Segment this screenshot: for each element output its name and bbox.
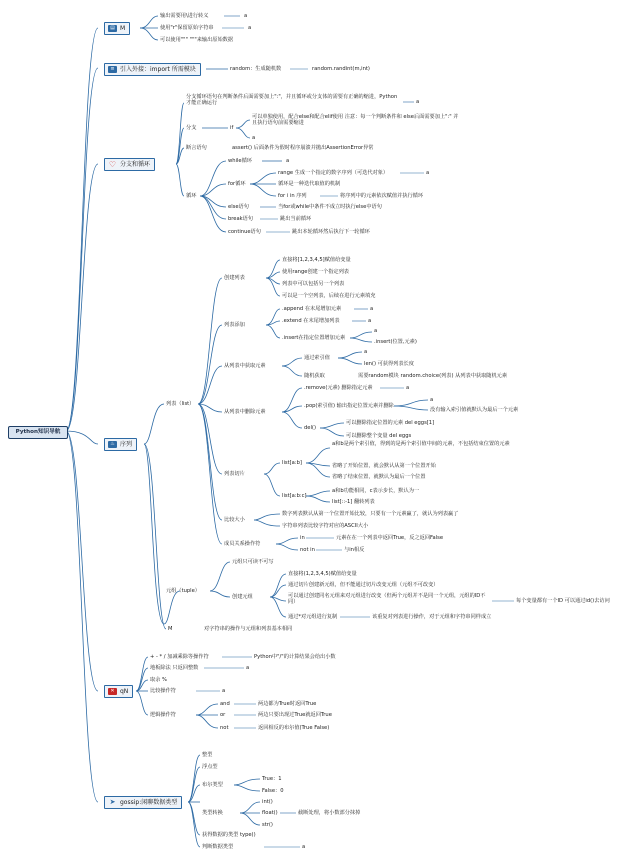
convert-str: str()	[262, 822, 273, 828]
list-icon: ≡	[108, 66, 117, 73]
list-cmp: 比较大小	[224, 517, 245, 523]
convert-trunc: 截断处理，将小数部分抹掉	[298, 810, 361, 816]
list-add-insert: .insert在指定位置增加元素	[282, 335, 346, 341]
branch-assert: 断言语句	[186, 145, 207, 151]
type-convert: 类型转换	[202, 810, 223, 816]
loop-range: range 生成一个指定的数字序列（可迭代对象）	[278, 170, 389, 176]
list-add-extend: .extend 在末尾增加列表	[282, 318, 340, 324]
flame-icon: ♨	[108, 441, 117, 448]
member-in-desc: 元素在在一个列表中返回True，反之返回False	[336, 535, 444, 541]
branch-assert-desc: assert() 后面条件为假时程序崩溃并抛出AssertionError异常	[232, 145, 374, 151]
slice-ab-2: 省略了开始位置，就会默认从第一个位置开始	[332, 463, 436, 469]
type-float: 浮点型	[202, 764, 218, 770]
list-create-2: 使用range创建一个指定列表	[282, 269, 349, 275]
member-in: in	[300, 535, 305, 541]
logic-and-desc: 两边都为True时返回True	[258, 701, 317, 707]
list-get-rand-desc: 需要random模块 random.choice(列表) 从列表中获取随机元素	[358, 373, 508, 379]
list-add-append: .append 在末尾增加元素	[282, 306, 342, 312]
qn-logic: 逻辑操作符	[150, 712, 176, 718]
logic-and: and	[220, 701, 230, 707]
qn-op: + - * / 加减乘除等操作符	[150, 654, 209, 660]
m-item-1: 输出需要用\进行转义	[160, 13, 209, 19]
node-import[interactable]	[104, 63, 201, 76]
list-pop-a: a	[430, 397, 434, 403]
list-add-a3: a	[374, 328, 378, 334]
tuple-immut: 元组只可读不可写	[232, 559, 274, 565]
m-a-1: a	[244, 13, 248, 19]
list-get-a: a	[364, 349, 368, 355]
branch-if: if	[230, 125, 234, 131]
logic-not-desc: 返回相反的布尔值(True False)	[258, 725, 330, 731]
loop-else: else语句	[228, 204, 249, 210]
node-import-label: 引入外接：import 所需模块	[120, 66, 196, 73]
list-add-a2: a	[368, 318, 372, 324]
close-square-icon: ✕	[108, 688, 117, 695]
member-notin: not in	[300, 547, 315, 553]
convert-int: int()	[262, 799, 273, 805]
slice-ab-3: 省略了结束位置，就默认为最后一个位置	[332, 474, 426, 480]
document-icon: ▤	[108, 25, 117, 32]
tuple-item-4: 通过*对元组进行复制	[288, 614, 338, 620]
loop-break-desc: 跳出当前循环	[280, 216, 312, 222]
loop-continue: continue语句	[228, 229, 261, 235]
list-slice: 列表切片	[224, 471, 245, 477]
branch-if-note: 可以单独使用，配合else和配合elif使用 注意：每一个判断条件和 else后面需要加上":" 并且执行语句前需要缩进	[252, 114, 459, 127]
bool-false: False：0	[262, 788, 284, 794]
node-qn[interactable]	[104, 685, 133, 698]
member-notin-desc: 与in相反	[344, 547, 365, 553]
list-cmp-2: 字符串列表比较字符对应的ASCII大小	[282, 523, 369, 529]
list-remove: .remove(元素) 删除指定元素	[304, 385, 373, 391]
type-isinst: 判断数据类型	[202, 844, 234, 850]
seq-str-desc: 对字符串的操作与元组和列表基本相同	[204, 626, 293, 632]
list-cmp-1: 数字列表默认从第一个位置开始比较，只要有一个元素赢了，就认为列表赢了	[282, 511, 459, 517]
type-isinst-a: a	[302, 844, 306, 850]
branch-xunhuan: 循环	[186, 193, 197, 199]
loop-for-in-desc: 将序列中的元素依次赋值并执行循环	[340, 193, 424, 199]
logic-or: or	[220, 712, 226, 718]
list-get-idx: 通过索引值	[304, 355, 330, 361]
list-delk: del()	[304, 425, 316, 431]
list-pop: .pop(索引值) 输出指定位置元素并删除	[304, 403, 394, 409]
slice-ab-1: a和b是两个索引值，得到的是两个索引值中间的元素，不包括结束位置的元素	[332, 441, 510, 447]
tuple-create: 创建元组	[232, 594, 253, 600]
slice-abc-1: a和b功能相同，c表示步长，默认为一	[332, 488, 420, 494]
loop-while-a: a	[286, 158, 290, 164]
loop-continue-desc: 跳出本轮循环然后执行下一轮循环	[292, 229, 370, 235]
qn-floor-a: a	[246, 665, 250, 671]
node-types-label: gossip:闲聊数据类型	[120, 799, 178, 806]
import-randint: random.randint(m,int)	[312, 66, 370, 72]
list-create: 创建列表	[224, 275, 245, 281]
loop-break: break语句	[228, 216, 254, 222]
node-seq[interactable]	[104, 438, 137, 451]
slice-ab: list[a:b]	[282, 460, 302, 466]
type-int: 整型	[202, 752, 213, 758]
list-add: 列表添加	[224, 322, 245, 328]
list-remove-a: a	[406, 385, 410, 391]
seq-tuple: 元组（tuple）	[166, 588, 200, 594]
loop-for: for循环	[228, 181, 246, 187]
node-types[interactable]	[104, 796, 182, 809]
root-node[interactable]: Python知识导航	[8, 426, 68, 439]
slice-abc: list[a:b:c]	[282, 493, 307, 499]
import-random: random：生成随机数	[230, 66, 282, 72]
list-insert-sub: .insert(位置,元素)	[374, 339, 417, 345]
qn-op-desc: Python中"/"的计算结果会给出小数	[254, 654, 336, 660]
list-get: 从列表中获取元素	[224, 363, 266, 369]
qn-cmp-a: a	[222, 688, 226, 694]
node-m-label: M	[120, 25, 126, 32]
convert-float: float()	[262, 810, 278, 816]
list-create-3: 列表中可以包括另一个列表	[282, 281, 345, 287]
list-del-1: 可以删除指定位置的元素 del eggs[1]	[346, 420, 435, 426]
list-member: 成员关系操作符	[224, 541, 261, 547]
tuple-item-2: 通过切片创建新元组，但不能通过切片改变元组（元组不可改变）	[288, 582, 439, 588]
node-branch-label: 分支和循环	[120, 161, 151, 168]
seq-str-label: M	[168, 626, 173, 632]
branch-note: 分支循环语句在判断条件后面需要加上":"，并且循环或分支体的需要有正确的缩进，Python才能正确运行	[186, 94, 398, 107]
node-branch[interactable]	[104, 158, 155, 171]
branch-note-a: a	[416, 99, 420, 105]
slice-abc-2: list[::-1] 翻转列表	[332, 499, 375, 505]
loop-for-in: for i in 序列	[278, 193, 307, 199]
tuple-item-1: 直接将(1,2,3,4,5)赋值给变量	[288, 571, 357, 577]
list-create-4: 可以是一个空列表，后续在进行元素填充	[282, 293, 376, 299]
seq-list: 列表（list）	[166, 401, 195, 407]
loop-while: while循环	[228, 158, 252, 164]
loop-for-iter: 循环是一种迭代取值的机制	[278, 181, 341, 187]
bool-true: True：1	[262, 776, 282, 782]
tuple-item-3: 可以通过创建同名元组来对元组进行改变（但两个元组并不是同一个元组，元组的ID不同）	[288, 593, 486, 606]
node-qn-label: qN	[120, 688, 129, 695]
qn-cmp: 比较操作符	[150, 688, 176, 694]
m-a-2: a	[248, 25, 252, 31]
qn-mod: 取余 %	[150, 677, 167, 683]
tuple-copy-note: 该重复对列表进行操作，对于元组和字符串同样成立	[372, 614, 492, 620]
list-get-rand: 随机获取	[304, 373, 325, 379]
type-bool: 布尔类型	[202, 782, 223, 788]
list-add-a1: a	[370, 306, 374, 312]
qn-floor: 地板除法 只返回整数	[150, 665, 199, 671]
loop-else-desc: 当for或while中条件不成立时执行else中语句	[278, 204, 382, 210]
list-pop-note: 没有输入索引值就默认为最后一个元素	[430, 407, 519, 413]
tuple-id-note: 每个变量都有一个ID 可以通过id()去访问	[516, 598, 610, 604]
logic-not: not	[220, 725, 229, 731]
list-get-len: len() 可获得列表长度	[364, 361, 414, 367]
list-del-2: 可以删除整个变量 del eggs	[346, 433, 412, 439]
loop-range-a: a	[426, 170, 430, 176]
list-create-1: 直接将[1,2,3,4,5]赋值给变量	[282, 257, 351, 263]
branch-if-a: a	[252, 135, 256, 141]
type-type: 获得数据的类型 type()	[202, 832, 256, 838]
paper-plane-icon: ➤	[109, 798, 116, 806]
node-seq-label: 序列	[120, 441, 133, 448]
logic-or-desc: 两边只要出现过True就返回True	[258, 712, 332, 718]
m-item-2: 使用"r"保留原始字符串	[160, 25, 214, 31]
heart-icon: ♡	[108, 160, 117, 169]
m-item-3: 可以使用""" """来输出原始数据	[160, 37, 234, 43]
list-del: 从列表中删除元素	[224, 409, 266, 415]
node-m[interactable]	[104, 22, 130, 35]
branch-fenzhi: 分支	[186, 125, 197, 131]
